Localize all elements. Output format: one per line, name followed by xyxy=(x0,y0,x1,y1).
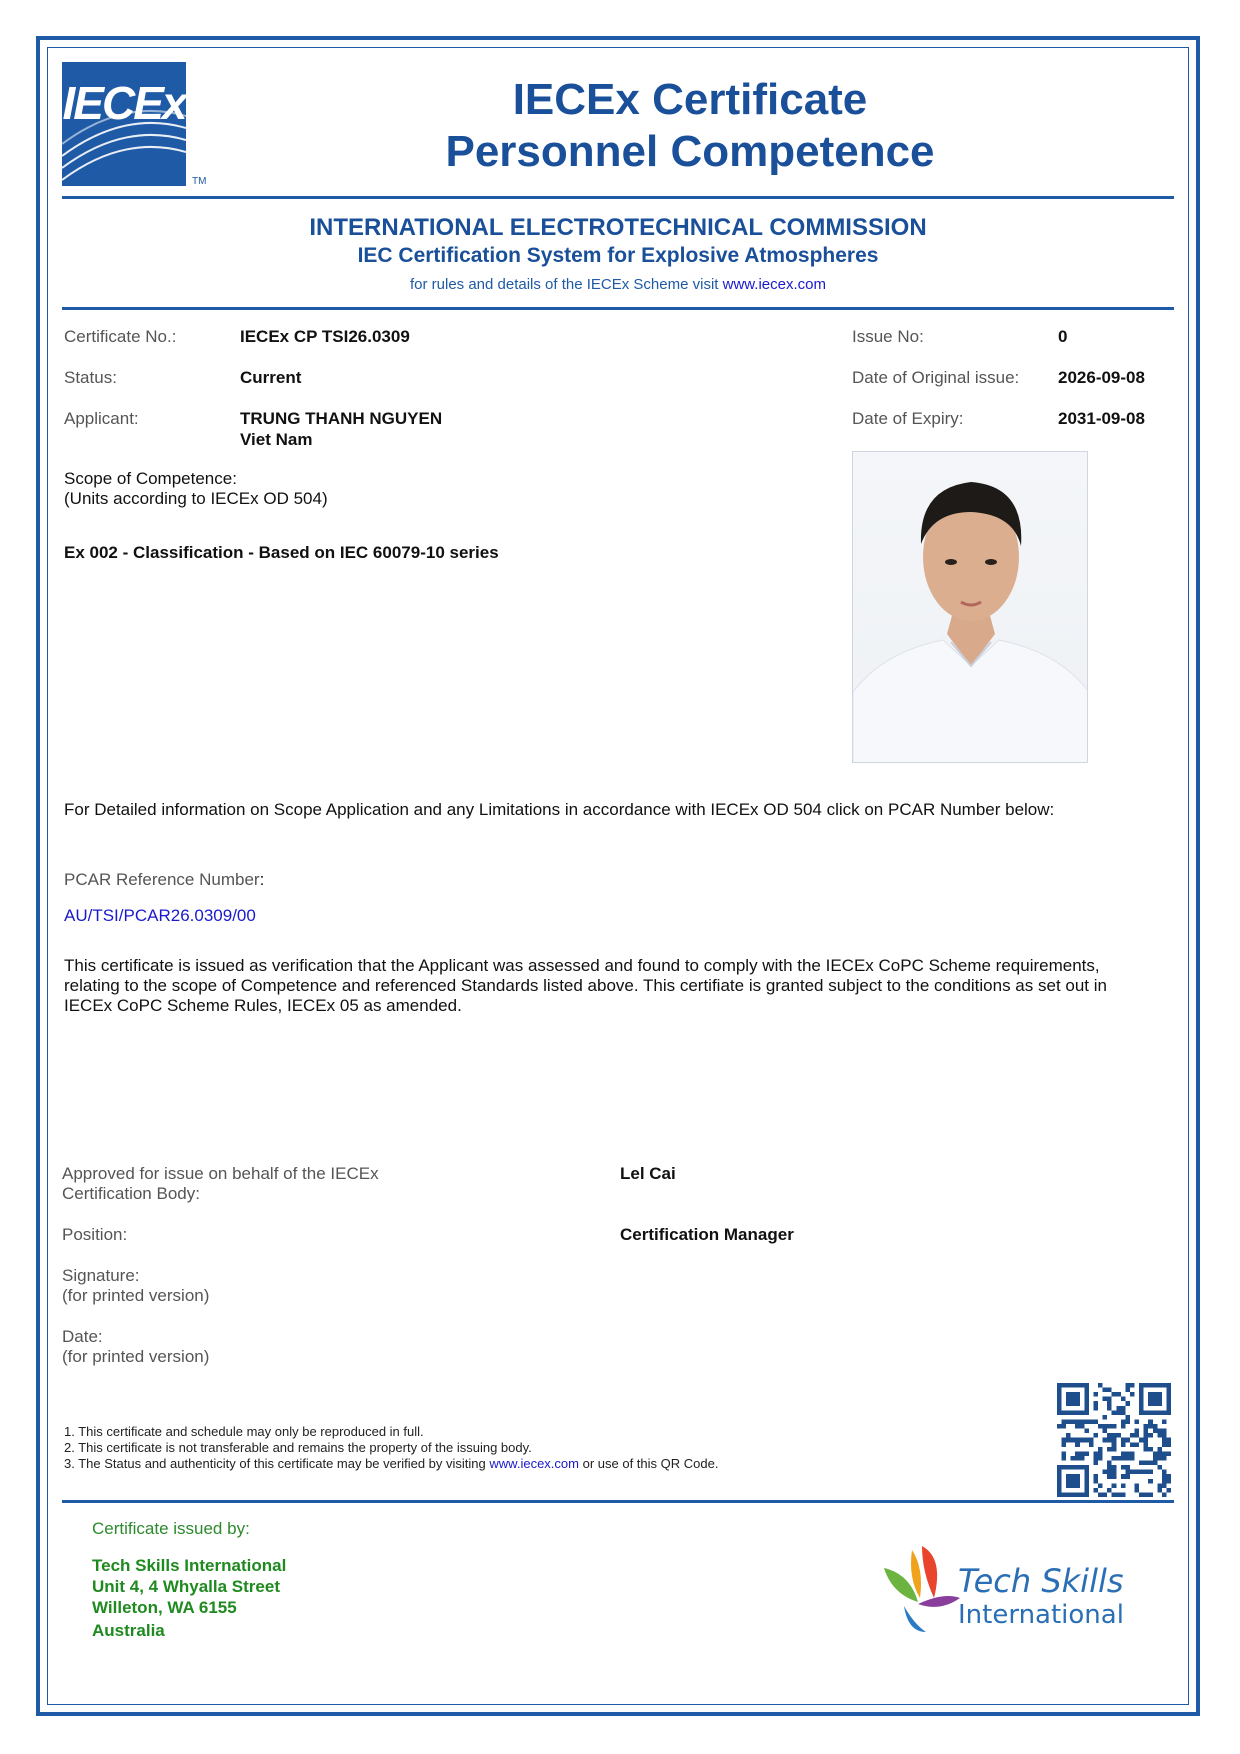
scope-label-line-2: (Units according to IECEx OD 504) xyxy=(64,489,328,508)
certificate-number: IECEx CP TSI26.0309 xyxy=(240,327,410,346)
signature-label-text: Signature: xyxy=(62,1266,140,1285)
note-3-link[interactable]: www.iecex.com xyxy=(489,1456,579,1471)
signature-label xyxy=(62,1266,209,1306)
statement-line-3: IECEx CoPC Scheme Rules, IECEx 05 as amended. xyxy=(64,996,462,1015)
issue-number-label: Issue No: xyxy=(852,327,924,346)
signature-note: (for printed version) xyxy=(62,1286,210,1305)
logo-text: IECEx xyxy=(62,77,186,129)
expiry-label: Date of Expiry: xyxy=(852,409,964,428)
position-value: Certification Manager xyxy=(620,1225,794,1244)
title-line-2: Personnel Competence xyxy=(445,127,935,176)
issued-by-label: Certificate issued by: xyxy=(92,1519,250,1538)
applicant-name: TRUNG THANH NGUYEN xyxy=(240,409,443,428)
trademark-mark: TM xyxy=(192,176,207,187)
expiry-date: 2031-09-08 xyxy=(1058,409,1145,428)
status-value: Current xyxy=(240,368,302,387)
header-divider xyxy=(62,196,1174,199)
iecex-website-link[interactable]: www.iecex.com xyxy=(722,276,826,293)
issuer-name: Tech Skills International xyxy=(92,1556,287,1575)
applicant-label: Applicant: xyxy=(64,409,139,428)
pcar-label-text: PCAR Reference Number xyxy=(64,870,260,889)
pcar-label xyxy=(64,870,264,890)
logo-line-2: International xyxy=(958,1600,1124,1630)
title-line-1: IECEx Certificate xyxy=(512,75,868,124)
footer-divider xyxy=(62,1500,1174,1503)
issuer-address-1: Unit 4, 4 Whyalla Street xyxy=(92,1577,280,1596)
note-3-suffix: or use of this QR Code. xyxy=(582,1456,719,1471)
rules-label: for rules and details of the IECEx Scheme visit xyxy=(409,276,719,293)
verification-statement xyxy=(64,956,1174,1016)
scope-detail-text: For Detailed information on Scope Application and any Limitations in accordance with IECEx OD 504 click on PCAR Number below: xyxy=(64,800,1055,819)
note-2: 2. This certificate is not transferable and remains the property of the issuing body. xyxy=(64,1440,532,1455)
date-label xyxy=(62,1327,209,1367)
original-issue-date: 2026-09-08 xyxy=(1058,368,1145,387)
certificate-number-label: Certificate No.: xyxy=(64,327,177,346)
approver-name: Lel Cai xyxy=(620,1164,676,1183)
certification-system: IEC Certification System for Explosive Atmospheres xyxy=(357,244,879,267)
pcar-label-colon: : xyxy=(259,870,265,889)
applicant-country: Viet Nam xyxy=(240,430,313,449)
note-3-text: 3. The Status and authenticity of this certificate may be verified by visiting xyxy=(64,1456,486,1471)
logo-line-1: Tech Skills xyxy=(958,1562,1124,1600)
notes-list xyxy=(64,1424,718,1472)
applicant-photo xyxy=(852,451,1088,763)
organisation-divider xyxy=(62,307,1174,310)
approved-label-line-1: Approved for issue on behalf of the IECEx xyxy=(62,1164,379,1183)
original-issue-label: Date of Original issue: xyxy=(852,368,1020,387)
note-1: 1. This certificate and schedule may only be reproduced in full. xyxy=(64,1424,424,1439)
status-label: Status: xyxy=(64,368,117,387)
issuer-address-2: Willeton, WA 6155 xyxy=(92,1598,237,1617)
date-note: (for printed version) xyxy=(62,1347,210,1366)
rules-text xyxy=(60,276,1176,293)
statement-line-2: relating to the scope of Competence and referenced Standards listed above. This certifiate is granted subject to the conditions as set out in xyxy=(64,976,1107,995)
organisation-name: INTERNATIONAL ELECTROTECHNICAL COMMISSION xyxy=(309,214,927,241)
iecex-logo xyxy=(62,62,186,186)
approved-label xyxy=(62,1164,379,1204)
statement-line-1: This certificate is issued as verification that the Applicant was assessed and found to comply with the IECEx CoPC Scheme requirements, xyxy=(64,956,1100,975)
qr-code-icon[interactable] xyxy=(1057,1383,1171,1497)
tech-skills-logo xyxy=(874,1528,1134,1640)
pcar-number-link[interactable]: AU/TSI/PCAR26.0309/00 xyxy=(64,906,256,925)
scope-unit: Ex 002 - Classification - Based on IEC 60079-10 series xyxy=(64,543,499,562)
issuer-country: Australia xyxy=(92,1621,165,1640)
note-3 xyxy=(64,1456,718,1472)
date-label-text: Date: xyxy=(62,1327,103,1346)
issue-number: 0 xyxy=(1058,327,1068,346)
approved-label-line-2: Certification Body: xyxy=(62,1184,200,1203)
position-label: Position: xyxy=(62,1225,128,1244)
scope-label-line-1: Scope of Competence: xyxy=(64,469,237,488)
person-portrait-icon xyxy=(853,452,1088,763)
